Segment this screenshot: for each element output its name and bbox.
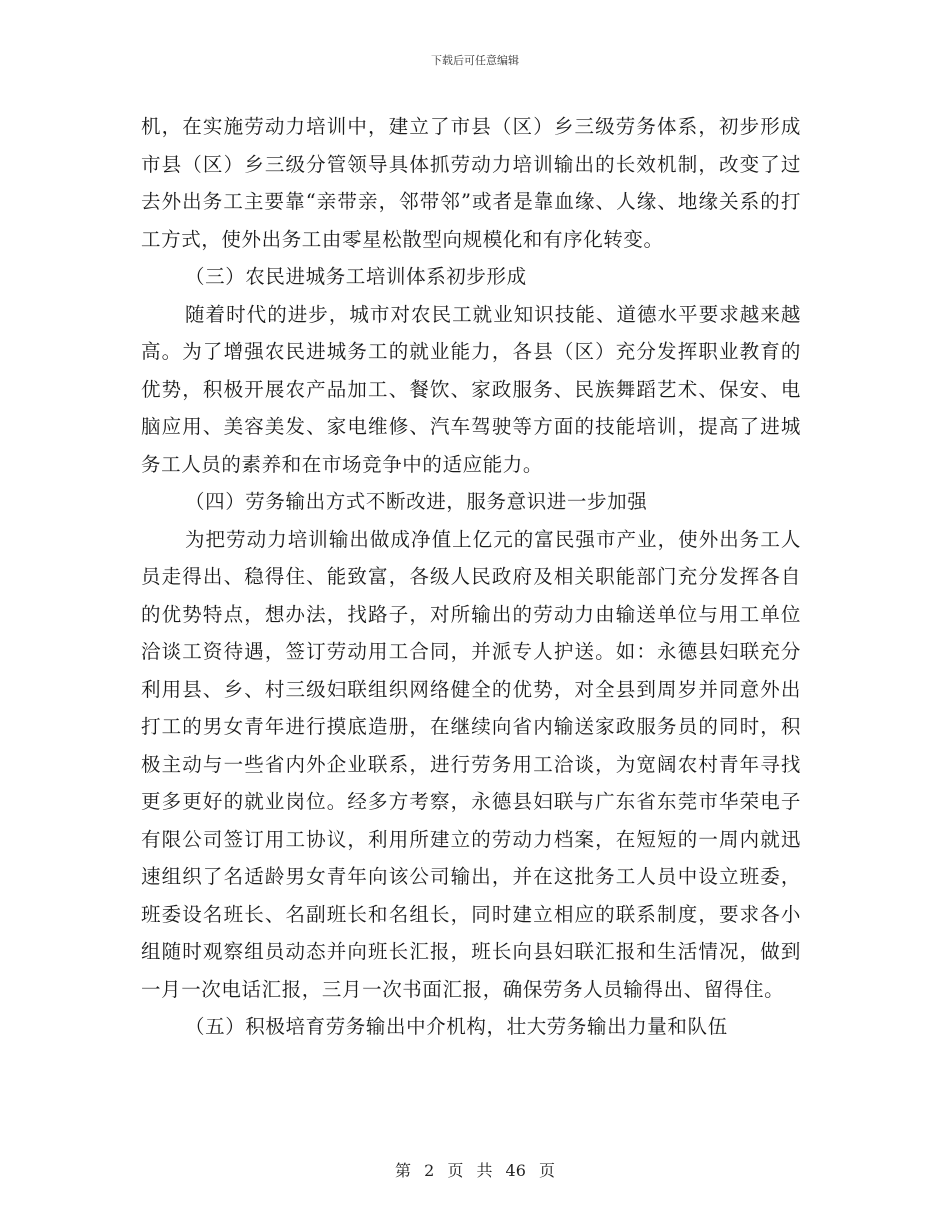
section-heading-5: （五）积极培育劳务输出中介机构，壮大劳务输出力量和队伍 [185,1015,728,1038]
page-footer: 第 2 页 共 46 页 [395,1161,555,1180]
paragraph-1: 机，在实施劳动力培训中，建立了市县（区）乡三级劳务体系，初步形成市县（区）乡三级分管领导具体抓劳动力培训输出的长效机制，改变了过去外出务工主要靠“亲带亲，邻带邻”或者是靠血缘、人缘、地缘关系的打工方式，使外出务工由零星松散型向规模化和有序化转变。 [141,115,801,251]
page-header: 下载后可任意编辑 [431,54,519,67]
paragraph-2: 随着时代的进步，城市对农民工就业知识技能、道德水平要求越来越高。为了增强农民进城务工的就业能力，各县（区）充分发挥职业教育的优势，积极开展农产品加工、餐饮、家政服务、民族舞蹈艺术、保安、电脑应用、美容美发、家电维修、汽车驾驶等方面的技能培训，提高了进城务工人员的素养和在市场竞争中的适应能力。 [141,302,801,476]
document-body [141,108,801,1046]
paragraph-3: 为把劳动力培训输出做成净值上亿元的富民强市产业，使外出务工人员走得出、稳得住、能致富，各级人民政府及相关职能部门充分发挥各自的优势特点，想办法，找路子，对所输出的劳动力由输送单位与用工单位洽谈工资待遇，签订劳动用工合同，并派专人护送。如：永德县妇联充分利用县、乡、村三级妇联组织网络健全的优势，对全县到周岁并同意外出打工的男女青年进行摸底造册，在继续向省内输送家政服务员的同时，积极主动与一些省内外企业联系，进行劳务用工洽谈，为宽阔农村青年寻找更多更好的就业岗位。经多方考察，永德县妇联与广东省东莞市华荣电子有限公司签订用工协议，利用所建立的劳动力档案，在短短的一周内就迅速组织了名适龄男女青年向该公司输出，并在这批务工人员中设立班委，班委设名班长、名副班长和名组长，同时建立相应的联系制度，要求各小组随时观察组员动态并向班长汇报，班长向县妇联汇报和生活情况，做到一月一次电话汇报，三月一次书面汇报，确保劳务人员输得出、留得住。 [141,527,801,1001]
section-heading-4: （四）劳务输出方式不断改进，服务意识进一步加强 [185,490,648,513]
section-heading-3: （三）农民进城务工培训体系初步形成 [185,265,527,288]
